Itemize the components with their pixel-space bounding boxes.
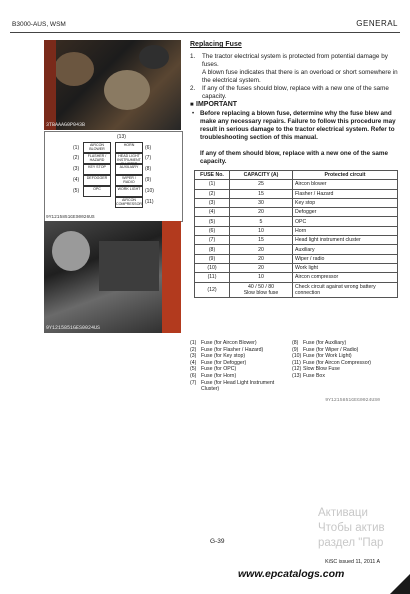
legend-item xyxy=(292,360,400,367)
page-header xyxy=(10,18,400,33)
engine-part-shape xyxy=(44,40,56,130)
capacity-cell: 10 xyxy=(230,226,293,235)
legend-item xyxy=(190,366,290,373)
engine-part-shape xyxy=(54,52,94,86)
legend-text: Fuse (for Aircon Compressor) xyxy=(303,359,372,366)
fuse-number-cell: (6) xyxy=(195,226,230,235)
legend-left xyxy=(190,340,290,393)
legend-number: (10) xyxy=(292,353,302,360)
engine-part-shape xyxy=(52,231,90,271)
legend-item xyxy=(190,380,290,393)
photo-caption: 3TBAAAG0P043B xyxy=(46,122,86,128)
legend-item xyxy=(292,366,400,373)
activation-watermark xyxy=(318,506,385,551)
engine-part-shape xyxy=(139,45,169,69)
legend-text: Slow Blow Fuse xyxy=(303,366,340,373)
diagram-label: (10) xyxy=(145,188,154,194)
capacity-cell: 25 xyxy=(230,180,293,189)
capacity-cell: 30 xyxy=(230,198,293,207)
legend-text: Fuse (for Horn) xyxy=(201,372,237,379)
fuse-number-cell: (11) xyxy=(195,273,230,282)
diagram-label: (9) xyxy=(145,177,152,183)
table-header-row xyxy=(195,171,398,180)
table-row xyxy=(195,236,398,245)
legend-text: Fuse (for Wiper / Radio) xyxy=(303,346,359,353)
column-header: CAPACITY (A) xyxy=(230,171,293,180)
legend-number: (6) xyxy=(190,372,197,379)
engine-part-shape xyxy=(99,241,159,291)
circuit-cell: Auxiliary xyxy=(293,245,398,254)
fuse-slot: AIRCON COMPRESSOR xyxy=(116,198,142,206)
fuse-number-cell: (9) xyxy=(195,254,230,263)
fuse-number-cell: (4) xyxy=(195,208,230,217)
fuse-slot: HEAD LIGHT INSTRUMENT xyxy=(115,153,143,164)
fuse-slot: WIPER / RADIO xyxy=(115,175,143,186)
legend-number: (7) xyxy=(190,379,197,386)
diagram-label: (8) xyxy=(145,166,152,172)
fuse-slot: WORK LIGHT xyxy=(115,186,143,197)
legend-number: (5) xyxy=(190,366,197,373)
item-number: 1. xyxy=(190,53,196,60)
table-row xyxy=(195,189,398,198)
fuse-number-cell: (10) xyxy=(195,263,230,272)
column-header: Protected circuit xyxy=(293,171,398,180)
fuse-number-cell: (1) xyxy=(195,180,230,189)
section-title: Replacing Fuse xyxy=(190,41,242,48)
circuit-cell: Head light instrument cluster xyxy=(293,236,398,245)
table-row xyxy=(195,263,398,272)
fuse-table xyxy=(194,170,398,298)
legend-text: Fuse (for Key stop) xyxy=(201,353,246,360)
diagram-label: (6) xyxy=(145,145,152,151)
important-text-2: If any of them should blow, replace with a new one of the same capacity. xyxy=(200,150,389,165)
legend-number: (9) xyxy=(292,346,299,353)
item-main-text: The tractor electrical system is protected from potential damage by fuses. xyxy=(202,53,388,68)
legend-right xyxy=(292,340,400,380)
capacity-cell: 15 xyxy=(230,189,293,198)
engine-photo xyxy=(44,40,181,130)
watermark-line: Активаци xyxy=(318,507,368,519)
legend-item xyxy=(292,353,400,360)
table-row xyxy=(195,273,398,282)
capacity-cell: 40 / 50 / 80 Slow blow fuse xyxy=(230,282,293,297)
capacity-cell: 15 xyxy=(230,236,293,245)
legend-text: Fuse (for Flasher / Hazard) xyxy=(201,346,264,353)
circuit-cell: OPC xyxy=(293,217,398,226)
capacity-cell: 10 xyxy=(230,273,293,282)
legend-number: (2) xyxy=(190,346,197,353)
diagram-label: (4) xyxy=(73,177,80,183)
photo-caption: 9Y1215851GES0024US xyxy=(46,325,101,331)
fuse-box-diagram xyxy=(44,131,183,222)
legend-text: Fuse Box xyxy=(303,372,325,379)
circuit-cell: Work light xyxy=(293,263,398,272)
legend-number: (12) xyxy=(292,366,302,373)
diagram-caption: 9Y1215851GES0026US xyxy=(46,215,95,220)
fuse-number-cell: (12) xyxy=(195,282,230,297)
legend-number: (3) xyxy=(190,353,197,360)
fuse-location-photo xyxy=(44,221,181,333)
page-number: G-39 xyxy=(210,538,225,545)
fuse-number-cell: (7) xyxy=(195,236,230,245)
legend-text: Fuse (for Head Light Instrument Cluster) xyxy=(201,379,275,393)
legend-number: (8) xyxy=(292,340,299,346)
diagram-label: (13) xyxy=(117,134,126,140)
circuit-cell: Horn xyxy=(293,226,398,235)
page-curl xyxy=(390,574,410,594)
watermark-line: Чтобы актив xyxy=(318,522,385,534)
capacity-cell: 20 xyxy=(230,254,293,263)
legend-item xyxy=(292,373,400,380)
manual-code: B3000-AUS, WSM xyxy=(12,21,66,28)
diagram-label: (5) xyxy=(73,188,80,194)
fuse-slot: AUXILIARY xyxy=(115,164,143,175)
section-name: GENERAL xyxy=(356,19,398,28)
fuse-slot: AIRCON BLOWER xyxy=(83,142,111,153)
circuit-cell: Key stop xyxy=(293,198,398,207)
legend-number: (13) xyxy=(292,372,302,379)
fuse-slot: OPC xyxy=(83,186,111,197)
legend-item xyxy=(292,347,400,354)
issue-note: KiSC issued 11, 2011 A xyxy=(325,559,380,565)
table-row xyxy=(195,180,398,189)
fuse-slot: DEFOGGER xyxy=(83,175,111,186)
diagram-label: (1) xyxy=(73,145,80,151)
fuse-slot: FLASHER / HAZARD xyxy=(83,153,111,164)
circuit-cell: Flasher / Hazard xyxy=(293,189,398,198)
diagram-label: (11) xyxy=(145,199,154,205)
legend-text: Fuse (for Work Light) xyxy=(303,353,352,360)
legend-number: (1) xyxy=(190,340,197,346)
item-number: 2. xyxy=(190,85,196,92)
table-row xyxy=(195,245,398,254)
table-row xyxy=(195,282,398,297)
diagram-label: (3) xyxy=(73,166,80,172)
circuit-cell: Defogger xyxy=(293,208,398,217)
site-link[interactable]: www.epcatalogs.com xyxy=(238,568,345,580)
important-icon: ■ xyxy=(190,102,194,108)
bullet-icon: • xyxy=(192,111,195,117)
fuse-number-cell: (3) xyxy=(195,198,230,207)
fuse-slot: HORN xyxy=(115,142,143,153)
item-text: If any of the fuses should blow, replace with a new one of the same capacity. xyxy=(202,85,389,100)
legend-number: (11) xyxy=(292,359,301,366)
diagram-label: (7) xyxy=(145,155,152,161)
table-row xyxy=(195,254,398,263)
fuse-slot: KEY STOP xyxy=(83,164,111,175)
watermark-line: раздел "Пар xyxy=(318,537,384,549)
capacity-cell: 20 xyxy=(230,263,293,272)
table-row xyxy=(195,226,398,235)
legend-text: Fuse (for OPC) xyxy=(201,366,237,373)
fuse-number-cell: (8) xyxy=(195,245,230,254)
circuit-cell: Aircon compressor xyxy=(293,273,398,282)
legend-text: Fuse (for Defogger) xyxy=(201,359,247,366)
legend-text: Fuse (for Auxiliary) xyxy=(303,340,347,346)
circuit-cell: Check circuit against wrong battery connection xyxy=(293,282,398,297)
fuse-number-cell: (5) xyxy=(195,217,230,226)
diagram-label: (2) xyxy=(73,155,80,161)
table-row xyxy=(195,217,398,226)
fuse-number-cell: (2) xyxy=(195,189,230,198)
item-text xyxy=(202,53,400,85)
column-header: FUSE No. xyxy=(195,171,230,180)
legend-item xyxy=(190,373,290,380)
item-sub-text: A blown fuse indicates that there is an overload or short somewhere in the electrical system. xyxy=(202,69,398,84)
legend-text: Fuse (for Aircon Blower) xyxy=(201,340,257,346)
legend-item xyxy=(190,360,290,367)
important-title: IMPORTANT xyxy=(196,101,238,108)
circuit-cell: Aircon blower xyxy=(293,180,398,189)
capacity-cell: 20 xyxy=(230,208,293,217)
table-row xyxy=(195,198,398,207)
capacity-cell: 20 xyxy=(230,245,293,254)
circuit-cell: Wiper / radio xyxy=(293,254,398,263)
figure-code: 9Y1215851GEG0024US0 xyxy=(325,398,380,403)
table-row xyxy=(195,208,398,217)
legend-item xyxy=(190,353,290,360)
capacity-cell: 5 xyxy=(230,217,293,226)
legend-item xyxy=(190,347,290,354)
legend-number: (4) xyxy=(190,359,197,366)
engine-part-shape xyxy=(104,70,150,110)
legend-item xyxy=(292,340,400,347)
engine-part-shape xyxy=(162,221,181,333)
important-text: Before replacing a blown fuse, determine why the fuse blew and make any necessary repairs. Failure to follow this procedure may result in serious damage to the tractor electrical system. Refer to troubleshooting section of this manual. xyxy=(200,110,396,141)
legend-item xyxy=(190,340,290,347)
